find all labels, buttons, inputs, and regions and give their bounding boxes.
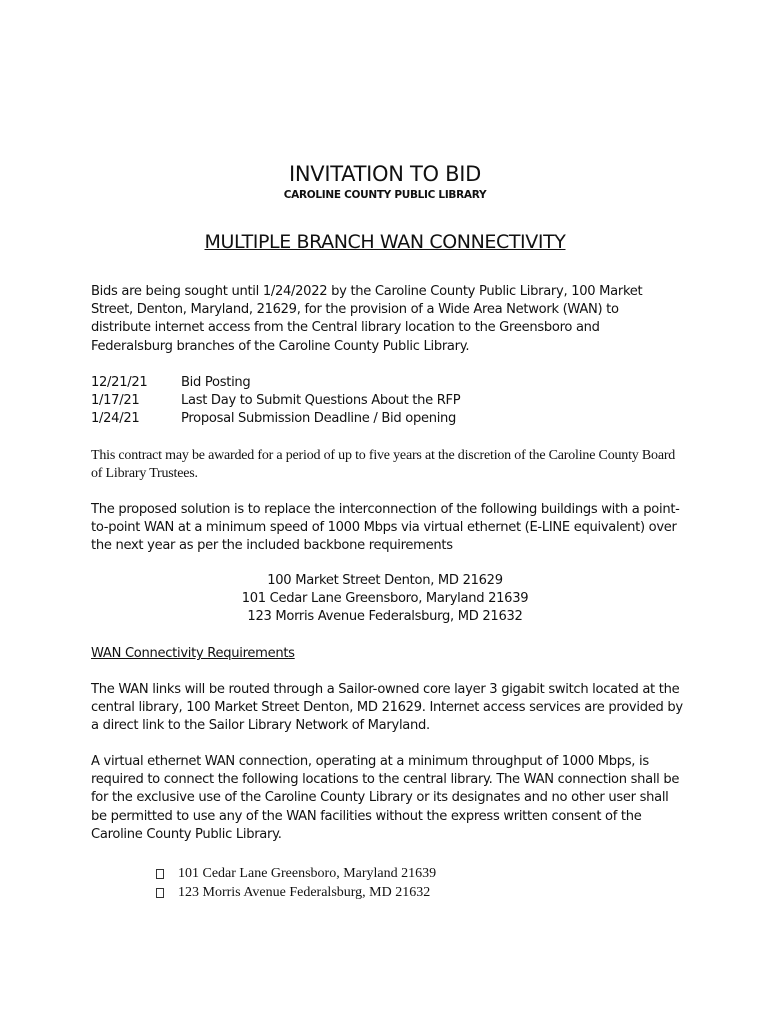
proposal-paragraph: The proposed solution is to replace the interconnection of the following buildings with a point-to-point WAN at a minimum speed of 1000 Mbps via virtual ethernet (E-LINE equivalent) over the next year as per the included backbone requirements — [91, 502, 680, 554]
list-item — [156, 864, 436, 883]
schedule-date: 1/24/21 — [91, 411, 140, 427]
address-line: 123 Morris Avenue Federalsburg, MD 21632 — [247, 609, 523, 625]
checkbox-bullet-icon — [156, 869, 164, 879]
list-item-text: 123 Morris Avenue Federalsburg, MD 21632 — [178, 885, 431, 900]
schedule-list — [91, 374, 460, 429]
schedule-date: 12/21/21 — [91, 375, 148, 390]
schedule-date: 1/17/21 — [91, 393, 140, 409]
schedule-row — [91, 392, 460, 410]
schedule-event: Bid Posting — [181, 375, 251, 390]
requirements-paragraph-1: The WAN links will be routed through a Sailor-owned core layer 3 gigabit switch located at the central library, 100 Market Street Denton, MD 21629. Internet access services are provided by a direct link to the Sailor Library Network of Maryland. — [91, 682, 683, 734]
contract-note: This contract may be awarded for a period of up to five years at the discretion of the Caroline County Board of Library Trustees. — [91, 448, 676, 482]
location-bullets — [156, 864, 436, 902]
list-item — [156, 883, 436, 902]
intro-paragraph: Bids are being sought until 1/24/2022 by the Caroline County Public Library, 100 Market Street, Denton, Maryland, 21629, for the provision of a Wide Area Network (WAN) to distribute internet access from the Central library location to the Greensboro and Federalsburg branches of the Caroline County Public Library. — [91, 284, 643, 354]
document-title: INVITATION TO BID — [288, 162, 482, 186]
project-heading: MULTIPLE BRANCH WAN CONNECTIVITY — [204, 231, 566, 253]
schedule-event: Last Day to Submit Questions About the RFP — [181, 393, 461, 409]
requirements-paragraph-2: A virtual ethernet WAN connection, operating at a minimum throughput of 1000 Mbps, is required to connect the following locations to the central library. The WAN connection shall be for the exclusive use of the Caroline County Library or its designates and no other user shall be permitted to use any of the WAN facilities without the express written consent of the Caroline County Public Library. — [91, 754, 680, 842]
address-line: 101 Cedar Lane Greensboro, Maryland 21639 — [241, 591, 529, 607]
list-item-text: 101 Cedar Lane Greensboro, Maryland 21639 — [178, 866, 437, 881]
schedule-row — [91, 374, 460, 392]
schedule-event: Proposal Submission Deadline / Bid opening — [181, 411, 457, 427]
library-name: CAROLINE COUNTY PUBLIC LIBRARY — [283, 189, 487, 201]
requirements-heading: WAN Connectivity Requirements — [91, 646, 295, 661]
address-line: 100 Market Street Denton, MD 21629 — [267, 573, 503, 588]
address-list — [0, 572, 770, 627]
checkbox-bullet-icon — [156, 888, 164, 898]
schedule-row — [91, 410, 460, 428]
